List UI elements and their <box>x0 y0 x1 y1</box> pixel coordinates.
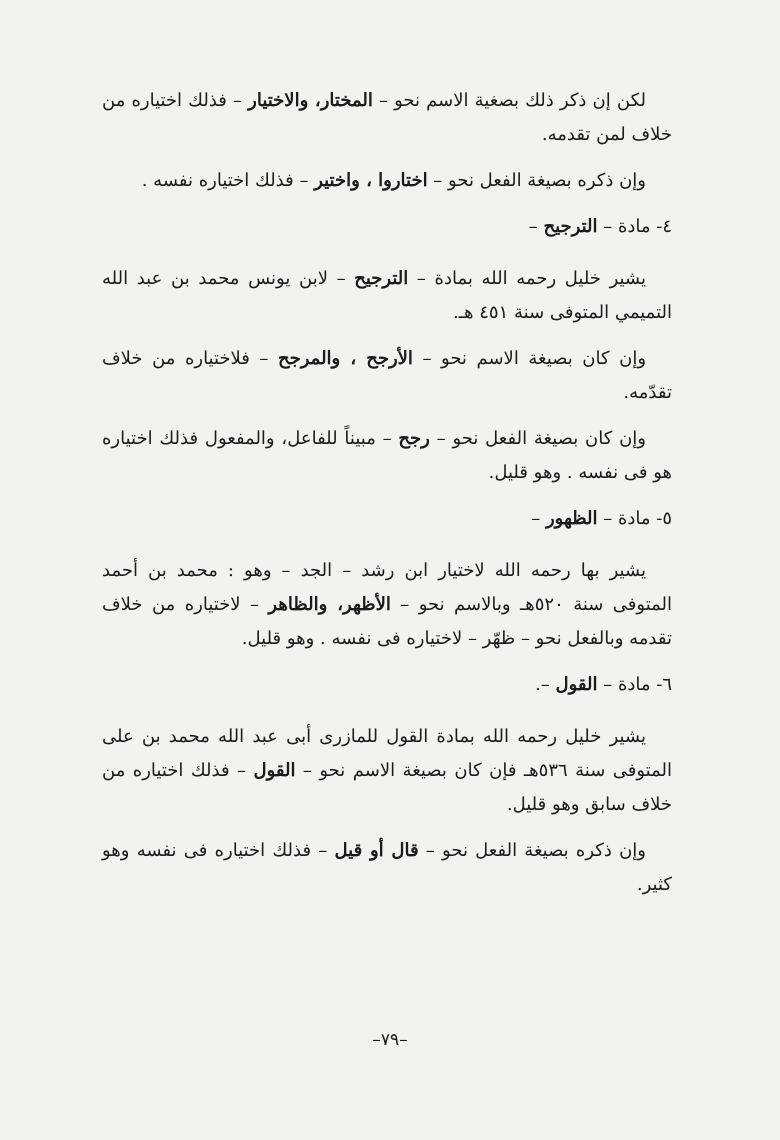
bold-term: رجح <box>398 428 430 449</box>
heading-term: الترجيح <box>543 216 598 237</box>
text: – لاختياره من خلاف تقدمه وبالفعل نحو – ظهّر – لاختياره فى نفسه . وهو قليل. <box>102 594 672 649</box>
bold-term: الأرجح ، والمرجح <box>277 348 413 369</box>
text: – فذلك اختياره نفسه . <box>141 170 315 191</box>
text: لكن إن ذكر ذلك بصغية الاسم نحو – <box>372 90 647 111</box>
bold-term: القول <box>253 760 296 781</box>
heading-number: ٥- مادة – <box>597 508 672 529</box>
paragraph-3 <box>102 262 672 330</box>
heading-number: ٦- مادة – <box>597 674 672 695</box>
text: وإن كان بصيغة الفعل نحو – <box>429 428 646 449</box>
paragraph-6 <box>102 554 672 656</box>
text: يشير خليل رحمه الله بمادة – <box>408 268 646 289</box>
section-heading-6 <box>102 668 672 702</box>
bold-term: قال أو قيل <box>334 840 419 861</box>
heading-dash: –. <box>535 674 556 695</box>
text: وإن ذكره بصيغة الفعل نحو – <box>427 170 646 191</box>
text: يشير بها رحمه الله لاختيار ابن رشد – الجد – وهو : محمد بن أحمد المتوفى سنة ٥٢٠هـ وبالاسم نحو – <box>102 560 673 615</box>
page-number: –٧٩– <box>372 1030 408 1050</box>
body-text <box>102 84 672 914</box>
heading-number: ٤- مادة – <box>597 216 672 237</box>
paragraph-5 <box>102 422 672 490</box>
heading-dash: – <box>528 216 544 237</box>
heading-term: القول <box>555 674 598 695</box>
heading-term: الظهور <box>545 508 598 529</box>
paragraph-7 <box>102 720 672 822</box>
text: وإن كان بصيغة الاسم نحو – <box>412 348 647 369</box>
text: وإن ذكره بصيغة الفعل نحو – <box>418 840 646 861</box>
paragraph-8 <box>102 834 672 902</box>
text: يشير خليل رحمه الله بمادة القول للمازرى أبى عبد الله محمد بن على المتوفى سنة ٥٣٦هـ فإن كان بصيغة الاسم نحو – <box>102 726 672 781</box>
text: – فذلك اختياره من خلاف سابق وهو قليل. <box>102 760 672 815</box>
bold-term: الترجيح <box>354 268 409 289</box>
paragraph-4 <box>102 342 672 410</box>
text: – لابن يونس محمد بن عبد الله التميمي المتوفى سنة ٤٥١ هـ. <box>102 268 672 323</box>
paragraph-2 <box>102 164 672 198</box>
text: – فذلك اختياره فى نفسه وهو كثير. <box>102 840 672 895</box>
section-heading-5 <box>102 502 672 536</box>
text: – فلاختياره من خلاف تقدّمه. <box>102 348 672 403</box>
bold-term: الأظهر، والظاهر <box>268 594 391 615</box>
section-heading-4 <box>102 210 672 244</box>
bold-term: المختار، والاختيار <box>248 90 373 111</box>
text: – فذلك اختياره من خلاف لمن تقدمه. <box>102 90 672 145</box>
heading-dash: – <box>531 508 546 529</box>
text: – مبيناً للفاعل، والمفعول فذلك اختياره هو فى نفسه . وهو قليل. <box>102 428 672 483</box>
bold-term: اختاروا ، واختير <box>314 170 428 191</box>
paragraph-1 <box>102 84 672 152</box>
